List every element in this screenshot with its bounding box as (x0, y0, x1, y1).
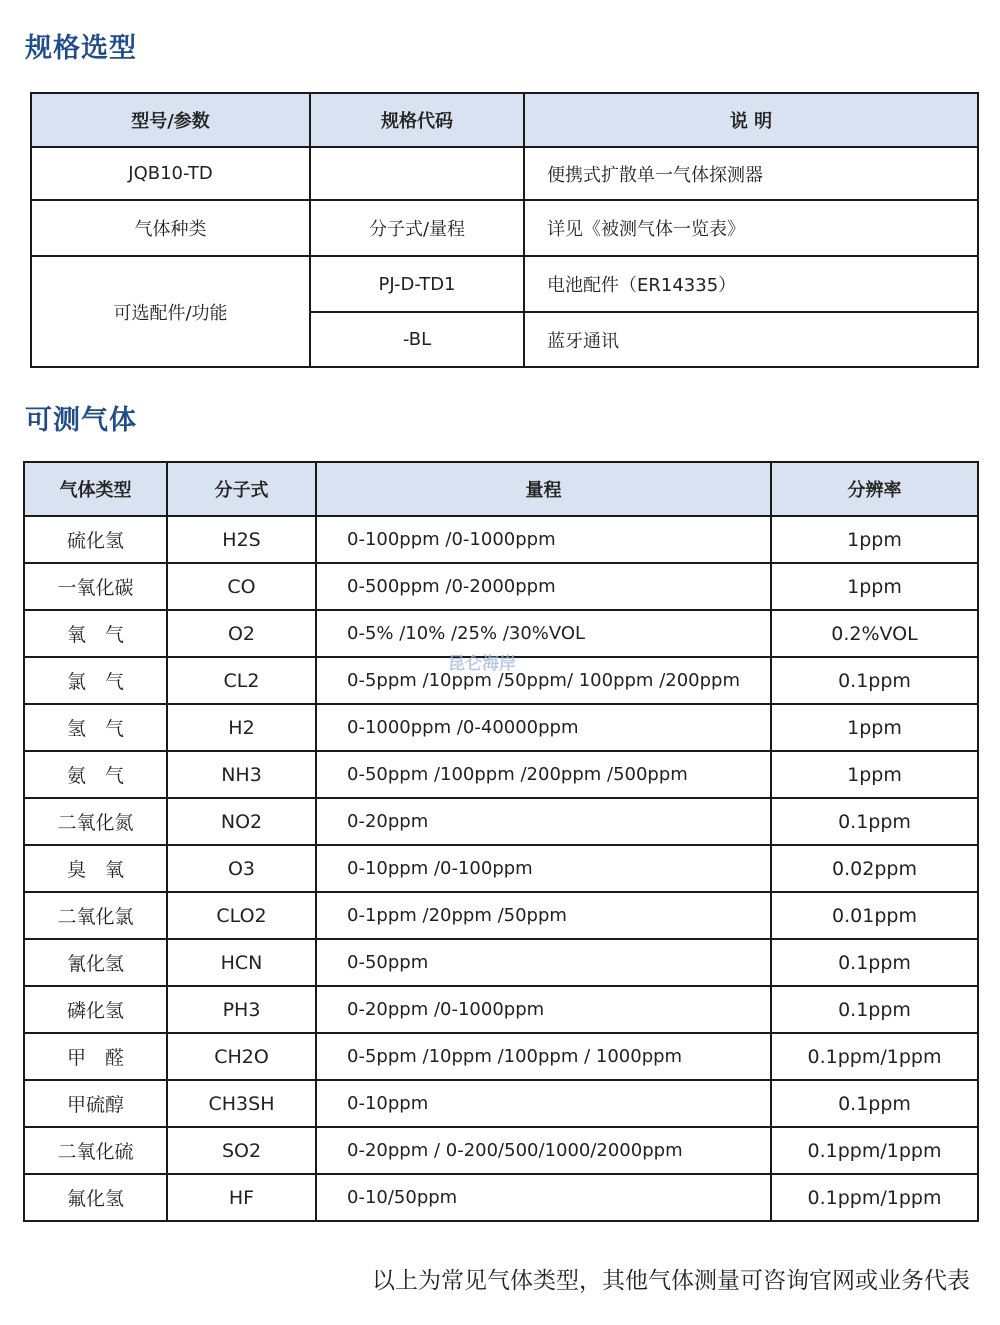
gas-range: 0-20ppm /0-1000ppm (316, 986, 771, 1033)
table-row (31, 147, 978, 200)
gas-range: 0-50ppm (316, 939, 771, 986)
table-row (24, 892, 978, 939)
spec-desc: 电池配件（ER14335） (524, 256, 978, 312)
gas-resolution: 0.1ppm (771, 798, 978, 845)
gas-resolution: 0.2%VOL (771, 610, 978, 657)
gas-table-body (24, 516, 978, 1221)
gas-range: 0-20ppm / 0-200/500/1000/2000ppm (316, 1127, 771, 1174)
gas-range: 0-5ppm /10ppm /50ppm/ 100ppm /200ppm (316, 657, 771, 704)
spec-param: 可选配件/功能 (31, 256, 310, 367)
gas-type: 甲硫醇 (24, 1080, 167, 1127)
gas-formula: CH2O (167, 1033, 316, 1080)
gas-formula: CH3SH (167, 1080, 316, 1127)
gas-range: 0-10ppm (316, 1080, 771, 1127)
gas-range: 0-5% /10% /25% /30%VOL (316, 610, 771, 657)
gas-range: 0-100ppm /0-1000ppm (316, 516, 771, 563)
gas-formula: CL2 (167, 657, 316, 704)
gas-range: 0-500ppm /0-2000ppm (316, 563, 771, 610)
table-row (24, 1127, 978, 1174)
gas-resolution: 0.02ppm (771, 845, 978, 892)
table-row (24, 1033, 978, 1080)
gas-range: 0-1ppm /20ppm /50ppm (316, 892, 771, 939)
gas-resolution: 1ppm (771, 751, 978, 798)
gas-resolution: 1ppm (771, 563, 978, 610)
table-row (24, 516, 978, 563)
spec-code: PJ-D-TD1 (310, 256, 524, 312)
table-row (24, 751, 978, 798)
gas-type: 二氧化氯 (24, 892, 167, 939)
gas-formula: CLO2 (167, 892, 316, 939)
spec-header-code: 规格代码 (310, 93, 524, 147)
table-row (24, 563, 978, 610)
gas-formula: O3 (167, 845, 316, 892)
gas-resolution: 0.1ppm/1ppm (771, 1033, 978, 1080)
gas-type: 氨 气 (24, 751, 167, 798)
table-row (24, 845, 978, 892)
gas-header-formula: 分子式 (167, 462, 316, 516)
table-row (24, 986, 978, 1033)
watermark-logo: 昆仑海岸 (448, 654, 516, 674)
gas-formula: HF (167, 1174, 316, 1221)
table-row (24, 1080, 978, 1127)
gas-type: 氢 气 (24, 704, 167, 751)
gas-formula: H2S (167, 516, 316, 563)
gas-formula: NO2 (167, 798, 316, 845)
spec-header-param: 型号/参数 (31, 93, 310, 147)
gas-resolution: 1ppm (771, 704, 978, 751)
table-row (24, 798, 978, 845)
gas-type: 甲 醛 (24, 1033, 167, 1080)
gas-range: 0-20ppm (316, 798, 771, 845)
table-row (31, 200, 978, 256)
spec-desc: 详见《被测气体一览表》 (524, 200, 978, 256)
gas-type: 臭 氧 (24, 845, 167, 892)
gas-header-row (24, 462, 978, 516)
gas-formula: O2 (167, 610, 316, 657)
spec-desc: 便携式扩散单一气体探测器 (524, 147, 978, 200)
spec-desc: 蓝牙通讯 (524, 312, 978, 367)
gas-range: 0-5ppm /10ppm /100ppm / 1000ppm (316, 1033, 771, 1080)
gas-formula: NH3 (167, 751, 316, 798)
table-row (24, 1174, 978, 1221)
gas-resolution: 0.1ppm (771, 939, 978, 986)
gas-header-range: 量程 (316, 462, 771, 516)
gas-formula: CO (167, 563, 316, 610)
gas-formula: SO2 (167, 1127, 316, 1174)
gas-resolution: 1ppm (771, 516, 978, 563)
gas-range: 0-1000ppm /0-40000ppm (316, 704, 771, 751)
gas-range: 0-10/50ppm (316, 1174, 771, 1221)
gas-table (23, 461, 979, 1222)
gas-range: 0-50ppm /100ppm /200ppm /500ppm (316, 751, 771, 798)
gas-type: 氯 气 (24, 657, 167, 704)
gas-formula: H2 (167, 704, 316, 751)
spec-code: 分子式/量程 (310, 200, 524, 256)
gas-resolution: 0.1ppm (771, 1080, 978, 1127)
table-row (24, 939, 978, 986)
gas-formula: HCN (167, 939, 316, 986)
gas-section-title: 可测气体 (25, 405, 137, 436)
gas-resolution: 0.1ppm (771, 986, 978, 1033)
table-row (24, 704, 978, 751)
gas-formula: PH3 (167, 986, 316, 1033)
spec-section-title: 规格选型 (25, 33, 137, 64)
gas-resolution: 0.1ppm/1ppm (771, 1174, 978, 1221)
spec-param: JQB10-TD (31, 147, 310, 200)
gas-type: 磷化氢 (24, 986, 167, 1033)
gas-type: 一氧化碳 (24, 563, 167, 610)
table-row (31, 256, 978, 312)
spec-header-row (31, 93, 978, 147)
spec-code: -BL (310, 312, 524, 367)
gas-range: 0-10ppm /0-100ppm (316, 845, 771, 892)
spec-table (30, 92, 979, 368)
gas-resolution: 0.1ppm (771, 657, 978, 704)
gas-type: 二氧化氮 (24, 798, 167, 845)
spec-param: 气体种类 (31, 200, 310, 256)
gas-header-type: 气体类型 (24, 462, 167, 516)
footnote: 以上为常见气体类型，其他气体测量可咨询官网或业务代表 (372, 1268, 970, 1294)
gas-type: 二氧化硫 (24, 1127, 167, 1174)
gas-header-resolution: 分辨率 (771, 462, 978, 516)
spec-code (310, 147, 524, 200)
gas-resolution: 0.1ppm/1ppm (771, 1127, 978, 1174)
gas-resolution: 0.01ppm (771, 892, 978, 939)
gas-type: 硫化氢 (24, 516, 167, 563)
gas-type: 氟化氢 (24, 1174, 167, 1221)
gas-type: 氰化氢 (24, 939, 167, 986)
spec-header-desc: 说 明 (524, 93, 978, 147)
gas-type: 氧 气 (24, 610, 167, 657)
